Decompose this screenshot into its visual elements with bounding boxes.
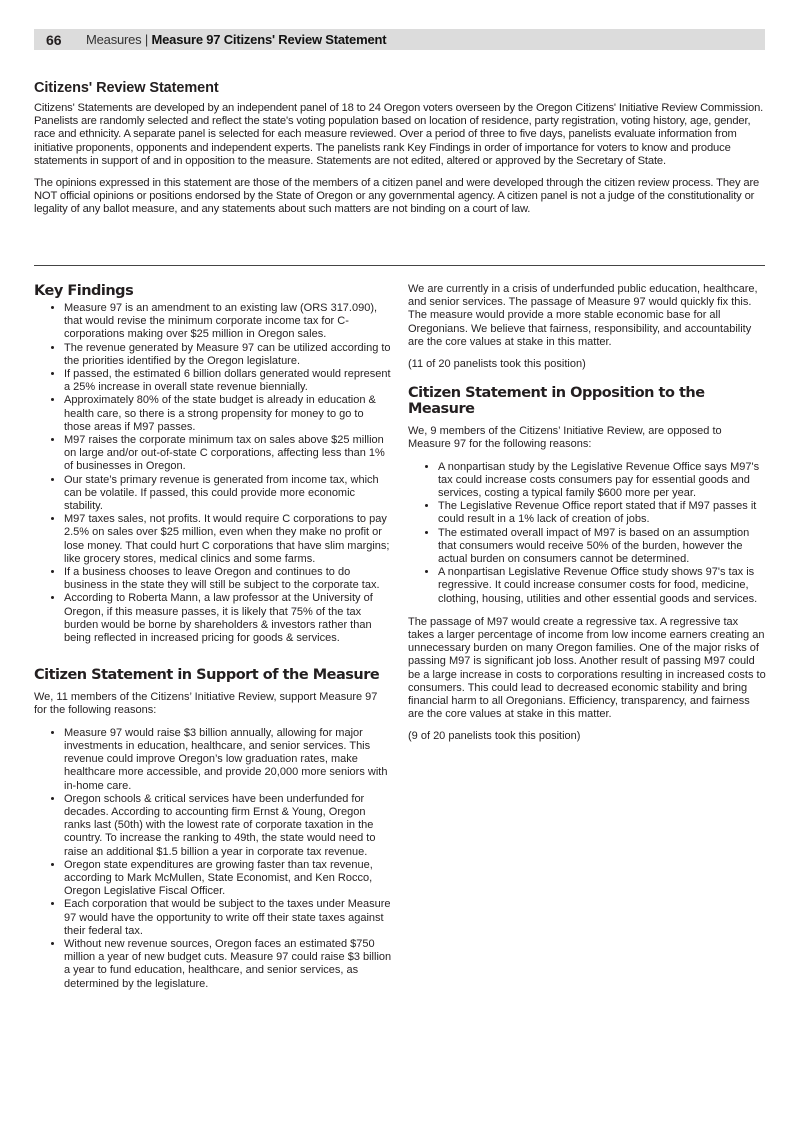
section-divider bbox=[34, 265, 765, 266]
list-item: • The revenue generated by Measure 97 can be utilized according to the priorities identified by the Oregon legislature. bbox=[64, 342, 392, 368]
list-item: • Oregon state expenditures are growing faster than tax revenue, according to Mark McMullen, State Economist, and Ken Rocco, Oregon Legislative Fiscal Officer. bbox=[64, 859, 392, 899]
running-header bbox=[34, 29, 765, 50]
breadcrumb-separator: | bbox=[141, 32, 152, 47]
list-item: • A nonpartisan Legislative Revenue Office study shows 97's tax is regressive. It could increase consumer costs for food, medicine, clothing, housing, utilities and other essential goods and services. bbox=[438, 566, 766, 606]
intro-paragraph-2: The opinions expressed in this statement are those of the members of a citizen panel and were developed through the citizen review process. They are NOT official opinions or positions endorsed by the State of Oregon or any governmental agency. A citizen panel is not a judge of the constitutionality or legality of any ballot measure, and any statements about such matters are not binding on a court of law. bbox=[34, 177, 760, 216]
list-item: • Without new revenue sources, Oregon faces an estimated $750 million a year of new budget cuts. Measure 97 could raise $3 billion a year to fund education, healthcare, and senior services, as determined by the legislature. bbox=[64, 938, 392, 991]
key-findings-heading: Key Findings bbox=[34, 283, 134, 299]
opposition-intro: We, 9 members of the Citizens’ Initiative Review, are opposed to Measure 97 for the following reasons: bbox=[408, 425, 722, 451]
list-item: • M97 raises the corporate minimum tax on sales above $25 million on large and/or out-of-state C corporations, affecting less than 1% of businesses in Oregon. bbox=[64, 434, 392, 474]
list-item: • Measure 97 would raise $3 billion annually, allowing for major investments in education, healthcare, and senior services. This revenue could improve Oregon’s low graduation rates, make healthcare more accessible, and provide 20,000 more seniors with in-home care. bbox=[64, 727, 392, 793]
intro-paragraph-1: Citizens' Statements are developed by an independent panel of 18 to 24 Oregon voters overseen by the Oregon Citizens' Initiative Review Commission. Panelists are randomly selected and reflect the state's voting population based on location of residence, party registration, voting history, age, gender, race and ethnicity. A separate panel is selected for each measure reviewed. Over a period of three to five days, panelists evaluate information from initiative proponents, opponents and independent experts. The panelists rank Key Findings in order of importance for voters to know and produce statements in support of and in opposition to the measure. Statements are not edited, altered or approved by the Secretary of State. bbox=[34, 102, 764, 167]
key-findings-list bbox=[34, 302, 392, 645]
list-item: • Measure 97 is an amendment to an existing law (ORS 317.090), that would revise the minimum corporate income tax for C-corporations making over $25 million in Oregon sales. bbox=[64, 302, 392, 342]
breadcrumb bbox=[86, 32, 386, 47]
list-item: • Approximately 80% of the state budget is already in education & health care, so there is a strong propensity for money to go to those areas if M97 passes. bbox=[64, 394, 392, 434]
list-item: • If a business chooses to leave Oregon and continues to do business in the state they will still be subject to the corporate tax. bbox=[64, 566, 392, 592]
list-item: • Oregon schools & critical services have been underfunded for decades. According to accounting firm Ernst & Young, Oregon ranks last (50th) with the lowest rate of corporate taxation in the country. To increase the ranking to 49th, the state would need to raise an additional $1.5 billion a year in corporate tax revenue. bbox=[64, 793, 392, 859]
breadcrumb-title: Measure 97 Citizens' Review Statement bbox=[151, 32, 387, 47]
list-item: • The Legislative Revenue Office report stated that if M97 passes it could result in a 1% lack of creation of jobs. bbox=[438, 500, 766, 526]
list-item: • If passed, the estimated 6 billion dollars generated would represent a 25% increase in overall state revenue biennially. bbox=[64, 368, 392, 394]
list-item: • Each corporation that would be subject to the taxes under Measure 97 would have the opportunity to write off their state taxes against their federal tax. bbox=[64, 898, 392, 938]
support-tally: (11 of 20 panelists took this position) bbox=[408, 358, 586, 371]
opposition-tally: (9 of 20 panelists took this position) bbox=[408, 730, 581, 743]
support-intro: We, 11 members of the Citizens’ Initiative Review, support Measure 97 for the following reasons: bbox=[34, 691, 378, 717]
support-heading: Citizen Statement in Support of the Measure bbox=[34, 667, 380, 684]
right-column bbox=[408, 283, 766, 753]
list-item: • According to Roberta Mann, a law professor at the University of Oregon, if this measure passes, it is likely that 75% of the tax burden would be borne by shareholders & investors rather than being reflected in increased pricing for goods & services. bbox=[64, 592, 392, 645]
support-closing: We are currently in a crisis of underfunded public education, healthcare, and senior services. The passage of Measure 97 would quickly fix this. The measure would provide a more stable economic base for all Oregonians. We believe that fairness, responsibility, and accountability are the core values at stake in this matter. bbox=[408, 283, 758, 348]
breadcrumb-section: Measures bbox=[86, 32, 142, 47]
support-list bbox=[34, 727, 392, 991]
list-item: • Our state’s primary revenue is generated from income tax, which can be volatile. If passed, this could provide more economic stability. bbox=[64, 474, 392, 514]
opposition-list bbox=[408, 461, 766, 606]
opposition-closing: The passage of M97 would create a regressive tax. A regressive tax takes a larger percentage of income from low income earners creating an unnecessary burden on many Oregon families. One of the major risks of passing M97 is significant job loss. Another result of passing M97 could be a large increase in costs to corporations resulting in increased costs to consumers. This could lead to decreased economic stability and bring financial harm to all Oregonians. Efficiency, transparency, and fairness are the core values at stake in this matter. bbox=[408, 615, 766, 721]
list-item: • The estimated overall impact of M97 is based on an assumption that consumers would receive 50% of the burden, however the actual burden on consumers cannot be determined. bbox=[438, 527, 766, 567]
intro-section bbox=[34, 80, 765, 226]
left-column bbox=[34, 283, 392, 991]
list-item: • A nonpartisan study by the Legislative Revenue Office says M97's tax could increase costs consumers pay for essential goods and services, costing a typical family $600 more per year. bbox=[438, 461, 766, 501]
opposition-heading: Citizen Statement in Opposition to the Measure bbox=[408, 385, 705, 418]
page-title: Citizens' Review Statement bbox=[34, 80, 219, 96]
list-item: • M97 taxes sales, not profits. It would require C corporations to pay 2.5% on sales over $25 million, even when they make no profit or lose money. That could hurt C corporations that have slim margins; like grocery stores, medical clinics and some farms. bbox=[64, 513, 392, 566]
page-number: 66 bbox=[46, 31, 62, 48]
